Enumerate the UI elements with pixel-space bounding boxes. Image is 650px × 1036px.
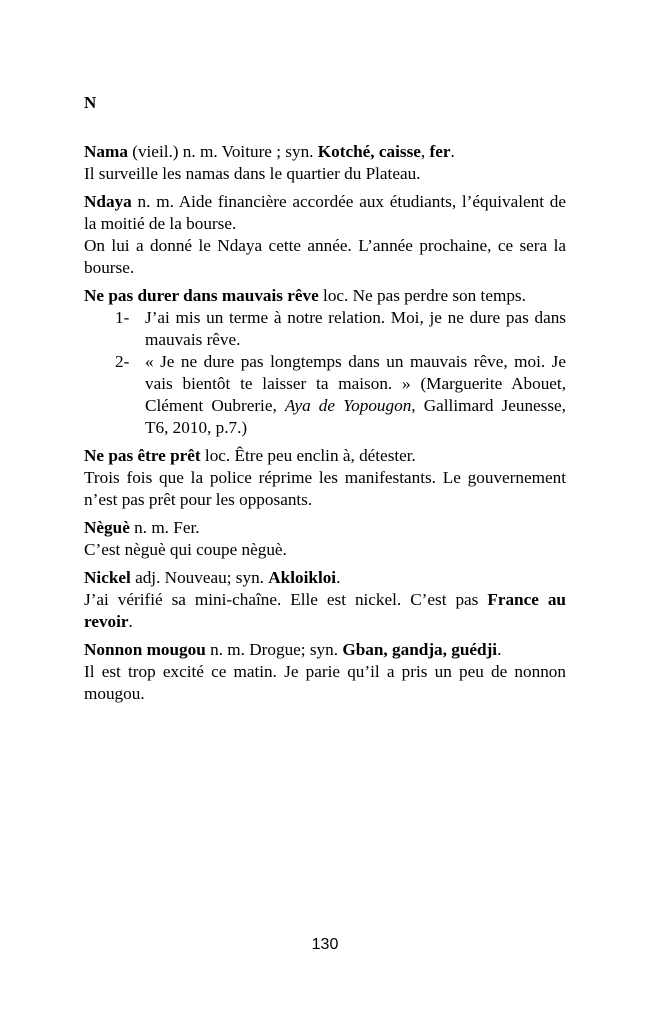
entry-example: Trois fois que la police réprime les manifestants. Le gouvernement n’est pas prêt pour les opposants. [84, 468, 566, 509]
punctuation: . [450, 142, 455, 161]
entry-ne-pas-etre-pret [84, 445, 566, 511]
entry-ndaya [84, 191, 566, 279]
headword: Nama [84, 142, 128, 161]
entry-nickel [84, 567, 566, 633]
definition-text: loc. Être peu enclin à, détester. [200, 446, 416, 465]
list-item [84, 307, 566, 351]
entry-example: C’est nèguè qui coupe nèguè. [84, 540, 287, 559]
definition-text: loc. Ne pas perdre son temps. [318, 286, 526, 305]
example-text: « Je ne dure pas longtemps dans un mauvais rêve, moi. Je vais bientôt te laisser ta maison. » (Marguerite Abouet, Clément Oubrerie, [145, 352, 566, 415]
entry-definition [84, 191, 566, 235]
entry-example: Il est trop excité ce matin. Je parie qu’il a pris un peu de nonnon mougou. [84, 662, 566, 703]
entry-example [84, 589, 566, 633]
list-number: 1- [115, 308, 130, 327]
headword: Nonnon mougou [84, 640, 206, 659]
headword: Ne pas être prêt [84, 446, 201, 465]
separator: , [420, 142, 430, 161]
entry-negue [84, 517, 566, 561]
entry-definition [84, 567, 566, 589]
headword: Ndaya [84, 192, 132, 211]
headword: Nèguè [84, 518, 130, 537]
entry-example: Il surveille les namas dans le quartier du Plateau. [84, 164, 421, 183]
punctuation: . [497, 640, 502, 659]
definition-text: n. m. Fer. [129, 518, 200, 537]
entry-definition [84, 517, 566, 539]
definition-text: n. m. Drogue; syn. [205, 640, 343, 659]
entry-definition [84, 141, 566, 163]
synonym: Gban, gandja, guédji [342, 640, 498, 659]
entry-nonnon-mougou [84, 639, 566, 705]
punctuation: . [336, 568, 341, 587]
entry-nama [84, 141, 566, 185]
section-letter: N [84, 93, 97, 112]
entry-ne-pas-durer [84, 285, 566, 439]
entry-definition [84, 285, 566, 307]
entry-definition [84, 445, 566, 467]
synonym: fer [429, 142, 451, 161]
example-text: J’ai mis un terme à notre relation. Moi, je ne dure pas dans mauvais rêve. [145, 308, 566, 349]
headword: Nickel [84, 568, 131, 587]
citation-text: , Gallimard Jeunesse, T6, 2010, p.7.) [145, 396, 566, 437]
list-item [84, 351, 566, 439]
example-text: J’ai vérifié sa mini-chaîne. Elle est nickel. C’est pas [84, 590, 488, 609]
cross-reference: France au revoir [84, 590, 566, 631]
entry-definition [84, 639, 566, 661]
definition-text: n. m. Aide financière accordée aux étudiants, l’équivalent de la moitié de la bourse. [84, 192, 566, 233]
synonym: Kotché, caisse [317, 142, 421, 161]
book-title: Aya de Yopougon [284, 396, 412, 415]
example-list [84, 307, 566, 439]
entries-list [84, 141, 566, 711]
definition-text: adj. Nouveau; syn. [130, 568, 269, 587]
entry-example: On lui a donné le Ndaya cette année. L’année prochaine, ce sera la bourse. [84, 236, 566, 277]
grammar-note: (vieil.) n. m. Voiture ; syn. [127, 142, 318, 161]
headword: Ne pas durer dans mauvais rêve [84, 286, 319, 305]
page-number: 130 [311, 936, 339, 953]
list-number: 2- [115, 352, 130, 371]
synonym: Akloikloi [268, 568, 337, 587]
punctuation: . [128, 612, 133, 631]
